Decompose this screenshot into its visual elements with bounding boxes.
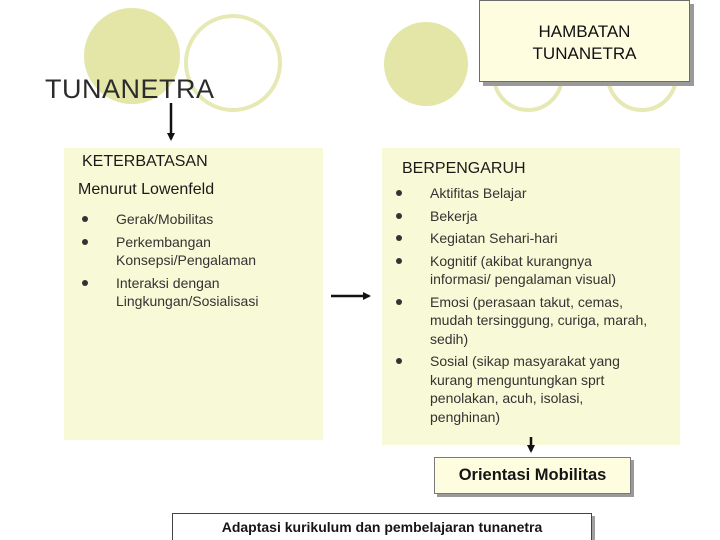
item-line: Kegiatan Sehari-hari xyxy=(430,230,558,246)
item-line: kurang menguntungkan sprt xyxy=(430,371,605,388)
item-line: Gerak/Mobilitas xyxy=(116,211,214,227)
item-line: Aktifitas Belajar xyxy=(430,185,527,201)
item-line: informasi/ pengalaman visual) xyxy=(430,271,616,287)
item-line: Emosi (perasaan takut, cemas, xyxy=(430,293,623,310)
limitations-subheading: Menurut Lowenfeld xyxy=(78,181,215,198)
orientation-mobility-box: Orientasi Mobilitas xyxy=(434,457,631,494)
item-line: Perkembangan xyxy=(116,234,211,250)
curriculum-adaptation-box: Adaptasi kurikulum dan pembelajaran tunanetra xyxy=(172,513,592,540)
item-line: penolakan, acuh, isolasi, xyxy=(430,390,584,406)
item-line: Sosial (sikap masyarakat yang xyxy=(430,353,620,369)
item-line: penghinan) xyxy=(430,408,501,425)
item-line: sedih) xyxy=(430,330,469,347)
item-line: mudah tersinggung, curiga, marah, xyxy=(430,312,648,328)
main-title: TUNANETRA xyxy=(45,74,215,104)
item-line: Kognitif (akibat kurangnya xyxy=(430,252,592,269)
limitations-heading: KETERBATASAN xyxy=(82,153,208,170)
item-line: Konsepsi/Pengalaman xyxy=(116,252,257,268)
title-line-2: TUNANETRA xyxy=(532,44,637,63)
item-line: Interaksi dengan xyxy=(116,275,220,291)
impact-heading: BERPENGARUH xyxy=(402,160,526,177)
item-line: Bekerja xyxy=(430,207,478,224)
item-line: Lingkungan/Sosialisasi xyxy=(116,293,259,309)
title-line-1: HAMBATAN xyxy=(538,22,631,41)
